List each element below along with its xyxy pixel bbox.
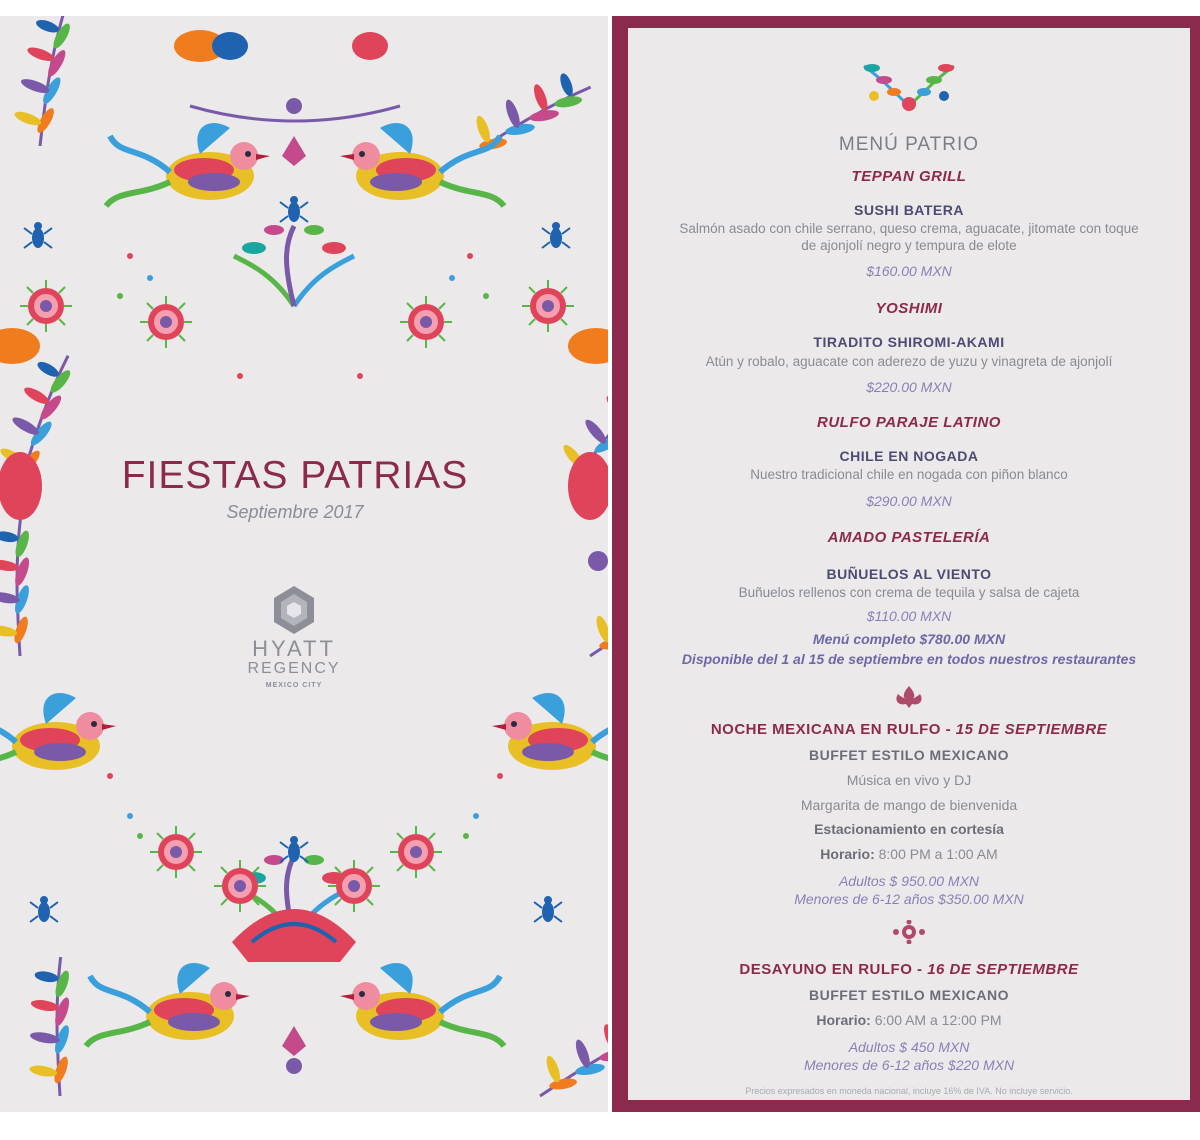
hyatt-logo-icon: [270, 584, 318, 636]
top-ornament-icon: [628, 56, 1190, 112]
desayuno-kids-price: Menores de 6-12 años $220 MXN: [803, 1057, 1015, 1073]
hyatt-regency-logo: [229, 584, 359, 689]
dish-tiradito: TIRADITO SHIROMI-AKAMI: [813, 334, 1005, 350]
noche-mexicana-name: NOCHE MEXICANA EN RULFO -: [710, 721, 956, 738]
full-menu-price: Menú completo $780.00 MXN: [812, 631, 1006, 647]
desayuno-adult-price: Adultos $ 450 MXN: [848, 1039, 970, 1055]
desayuno-hours: [628, 1012, 1190, 1028]
desayuno-hours-value: 6:00 AM a 12:00 PM: [870, 1012, 1002, 1028]
noche-mexicana-title: [628, 721, 1190, 738]
noche-margarita-line: Margarita de mango de bienvenida: [800, 797, 1018, 813]
menu-panel: [612, 16, 1200, 1112]
desayuno-date: 16 DE SEPTIEMBRE: [927, 961, 1079, 978]
dish-price: $220.00 MXN: [866, 379, 952, 395]
dish-description: de ajonjolí negro y tempura de elote: [801, 238, 1017, 253]
dish-chile-en-nogada: CHILE EN NOGADA: [839, 448, 979, 464]
dish-price: $110.00 MXN: [866, 608, 952, 624]
cover-title-block: [70, 454, 520, 523]
footer-note: Precios expresados en moneda nacional, incluye 16% de IVA. No incluye servicio.: [745, 1086, 1073, 1096]
logo-city: MEXICO CITY: [265, 682, 323, 689]
desayuno-title: [628, 961, 1190, 978]
noche-parking-line: Estacionamiento en cortesía: [814, 821, 1004, 837]
availability-note: Disponible del 1 al 15 de septiembre en todos nuestros restaurantes: [681, 651, 1137, 667]
noche-hours-label: Horario:: [820, 846, 875, 862]
dish-description: Atún y robalo, aguacate con aderezo de yuzu y vinagreta de ajonjolí: [705, 354, 1113, 369]
desayuno-name: DESAYUNO EN RULFO -: [739, 961, 928, 978]
cover-panel: [0, 16, 608, 1112]
venue-yoshimi: YOSHIMI: [875, 300, 943, 317]
logo-line2: REGENCY: [247, 660, 341, 677]
noche-kids-price: Menores de 6-12 años $350.00 MXN: [794, 891, 1024, 907]
menu-title: MENÚ PATRIO: [838, 134, 980, 155]
noche-mexicana-date: 15 DE SEPTIEMBRE: [955, 721, 1108, 738]
dish-description: Buñuelos rellenos con crema de tequila y salsa de cajeta: [738, 585, 1080, 600]
cover-subtitle: Septiembre 2017: [226, 502, 364, 522]
noche-hours: [628, 846, 1190, 862]
venue-rulfo: RULFO PARAJE LATINO: [817, 414, 1001, 431]
desayuno-buffet-label: BUFFET ESTILO MEXICANO: [809, 987, 1009, 1003]
otomi-embroidery-decoration: [0, 16, 608, 1112]
noche-hours-value: 8:00 PM a 1:00 AM: [874, 846, 998, 862]
noche-buffet-label: BUFFET ESTILO MEXICANO: [809, 747, 1009, 763]
cover-title: FIESTAS PATRIAS: [121, 454, 469, 497]
venue-amado-pasteleria: AMADO PASTELERÍA: [827, 529, 991, 546]
dish-bunuelos: BUÑUELOS AL VIENTO: [826, 566, 992, 582]
dish-description: Salmón asado con chile serrano, queso crema, aguacate, jitomate con toque: [679, 221, 1139, 236]
venue-teppan-grill: TEPPAN GRILL: [851, 168, 967, 185]
noche-music-line: Música en vivo y DJ: [846, 772, 972, 788]
flower-divider-icon: [628, 920, 1190, 944]
desayuno-hours-label: Horario:: [816, 1012, 871, 1028]
fleur-divider-icon: [628, 684, 1190, 710]
dish-sushi-batera: SUSHI BATERA: [854, 202, 964, 218]
dish-price: $290.00 MXN: [866, 493, 952, 509]
dish-price: $160.00 MXN: [866, 263, 952, 279]
logo-brand: HYATT: [252, 636, 336, 661]
noche-adult-price: Adultos $ 950.00 MXN: [838, 873, 980, 889]
menu-content: [628, 28, 1190, 1100]
dish-description: Nuestro tradicional chile en nogada con piñon blanco: [750, 467, 1068, 482]
